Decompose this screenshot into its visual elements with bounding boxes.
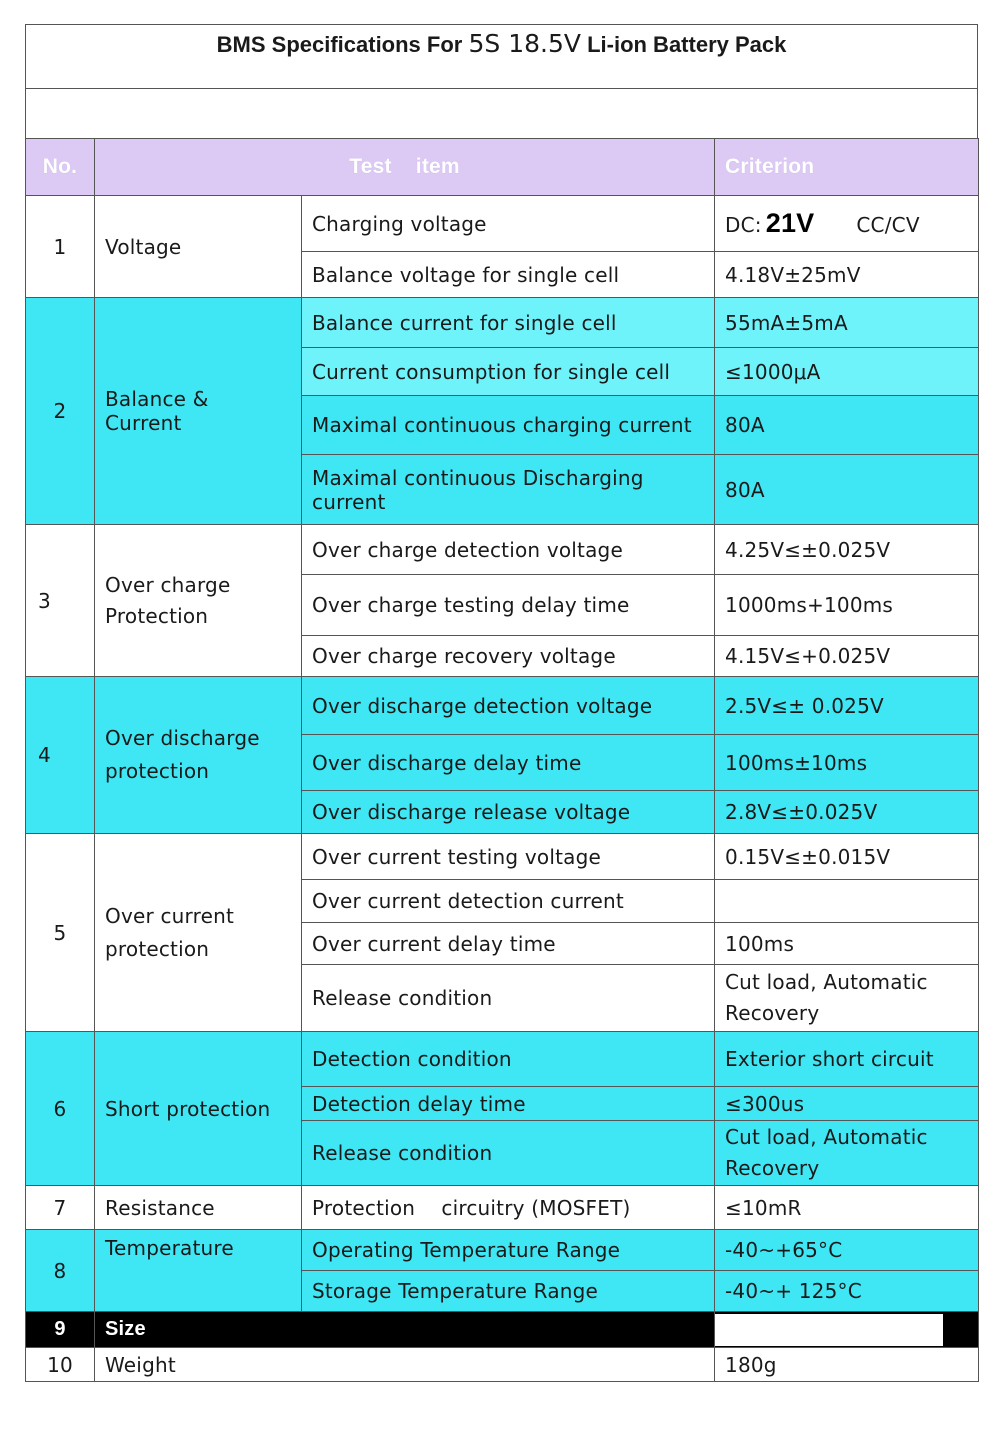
criterion-value: 21V — [765, 208, 815, 238]
criterion: Cut load, Automatic Recovery — [715, 1121, 979, 1186]
criterion — [715, 880, 979, 923]
test-item: Over charge detection voltage — [302, 525, 715, 575]
criterion: ≤10mR — [715, 1186, 979, 1230]
row-group: Over discharge protection — [95, 677, 302, 834]
test-item: Maximal continuous charging current — [302, 396, 715, 455]
criterion: Cut load, Automatic Recovery — [715, 965, 979, 1032]
test-item: Release condition — [302, 1121, 715, 1186]
table-row — [26, 196, 979, 252]
table-row — [26, 1032, 979, 1087]
test-item: Operating Temperature Range — [302, 1230, 715, 1271]
test-item: Detection delay time — [302, 1087, 715, 1121]
criterion: 80A — [715, 455, 979, 525]
spec-sheet — [25, 24, 978, 1382]
test-item: Detection condition — [302, 1032, 715, 1087]
row-group: Balance & Current — [95, 298, 302, 525]
row-group: Temperature — [95, 1230, 302, 1312]
size-blank — [715, 1314, 944, 1346]
header-test-item: Test item — [95, 139, 715, 196]
row-number: 9 — [26, 1312, 95, 1348]
table-header — [26, 139, 979, 196]
criterion: 80A — [715, 396, 979, 455]
header-criterion: Criterion — [715, 139, 979, 196]
test-item: Over current detection current — [302, 880, 715, 923]
row-group: Resistance — [95, 1186, 302, 1230]
table-row — [26, 1348, 979, 1382]
criterion: Exterior short circuit — [715, 1032, 979, 1087]
test-item: Release condition — [302, 965, 715, 1032]
test-item: Over discharge detection voltage — [302, 677, 715, 735]
criterion: 100ms±10ms — [715, 735, 979, 791]
test-item: Over charge recovery voltage — [302, 636, 715, 677]
title-prefix: BMS Specifications For — [216, 32, 469, 57]
test-item: Over current testing voltage — [302, 834, 715, 880]
title-suffix: Li-ion Battery Pack — [580, 32, 787, 57]
row-number: 7 — [26, 1186, 95, 1230]
row-group: Short protection — [95, 1032, 302, 1186]
table-row — [26, 1312, 979, 1348]
criterion: 2.5V≤± 0.025V — [715, 677, 979, 735]
criterion: ≤1000μA — [715, 348, 979, 396]
table-row — [26, 298, 979, 348]
test-item: Over charge testing delay time — [302, 575, 715, 636]
criterion: 100ms — [715, 923, 979, 965]
test-item: Storage Temperature Range — [302, 1271, 715, 1312]
row-number: 4 — [26, 677, 95, 834]
test-item: Maximal continuous Discharging current — [302, 455, 715, 525]
test-item: Balance current for single cell — [302, 298, 715, 348]
row-number: 3 — [26, 525, 95, 677]
criterion: ≤300us — [715, 1087, 979, 1121]
test-item: Over discharge delay time — [302, 735, 715, 791]
test-item: Balance voltage for single cell — [302, 252, 715, 298]
criterion: 55mA±5mA — [715, 298, 979, 348]
blank-row — [25, 88, 978, 138]
criterion: 1000ms+100ms — [715, 575, 979, 636]
criterion: -40~+ 125°C — [715, 1271, 979, 1312]
test-item: Over current delay time — [302, 923, 715, 965]
test-item: Current consumption for single cell — [302, 348, 715, 396]
title-cells: 5S 18.5V — [468, 29, 581, 58]
spec-table — [25, 138, 979, 1382]
row-group: Over current protection — [95, 834, 302, 1032]
row-number: 1 — [26, 196, 95, 298]
table-row — [26, 525, 979, 575]
criterion-prefix: DC: — [725, 213, 762, 237]
page-title — [25, 24, 978, 88]
criterion: 4.18V±25mV — [715, 252, 979, 298]
criterion: 0.15V≤±0.015V — [715, 834, 979, 880]
table-row — [26, 1230, 979, 1271]
criterion: 180g — [715, 1348, 979, 1382]
row-number: 5 — [26, 834, 95, 1032]
row-group: Over charge Protection — [95, 525, 302, 677]
row-number: 2 — [26, 298, 95, 525]
test-item: Charging voltage — [302, 196, 715, 252]
row-group: Size — [95, 1312, 715, 1348]
criterion — [715, 196, 979, 252]
row-group: Voltage — [95, 196, 302, 298]
table-row — [26, 677, 979, 735]
row-number: 10 — [26, 1348, 95, 1382]
test-item: Over discharge release voltage — [302, 791, 715, 834]
row-number: 6 — [26, 1032, 95, 1186]
header-no: No. — [26, 139, 95, 196]
criterion: 4.15V≤+0.025V — [715, 636, 979, 677]
criterion: -40~+65°C — [715, 1230, 979, 1271]
criterion — [715, 1312, 979, 1348]
row-group: Weight — [95, 1348, 715, 1382]
criterion: 2.8V≤±0.025V — [715, 791, 979, 834]
test-item: Protection circuitry (MOSFET) — [302, 1186, 715, 1230]
row-number: 8 — [26, 1230, 95, 1312]
criterion: 4.25V≤±0.025V — [715, 525, 979, 575]
criterion-suffix: CC/CV — [856, 213, 920, 237]
table-row — [26, 1186, 979, 1230]
table-row — [26, 834, 979, 880]
